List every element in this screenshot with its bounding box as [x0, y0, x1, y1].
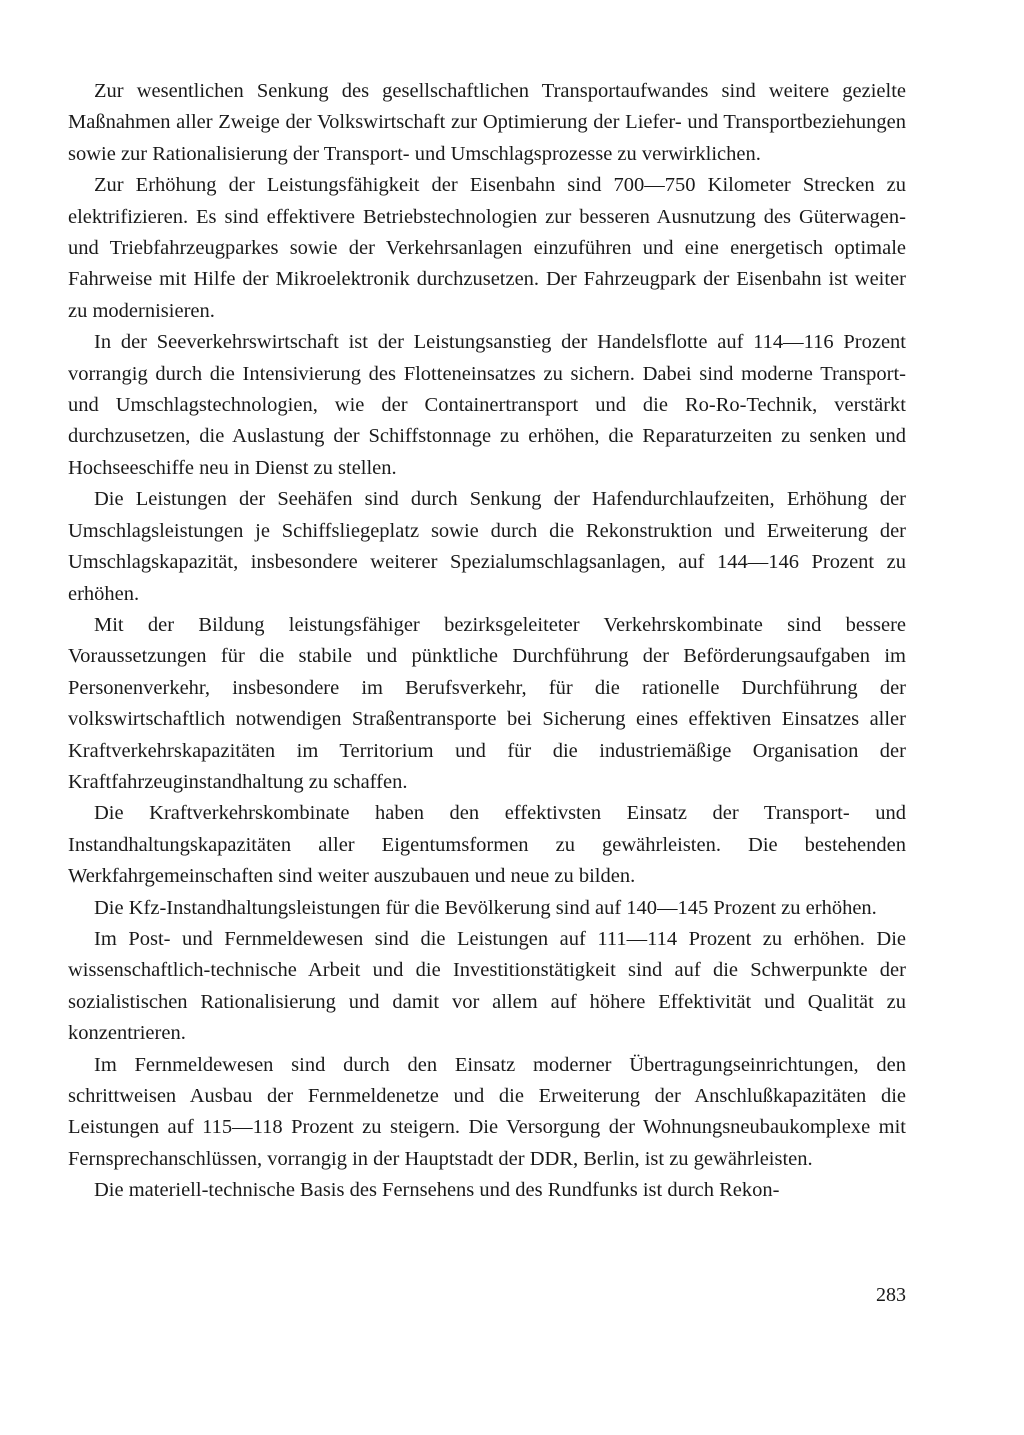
paragraph-seehaefen: Die Leistungen der Seehäfen sind durch Senkung der Hafendurchlaufzeiten, Erhöhung der Umschlagsleistungen je Schiffsliegeplatz sowie durch die Rekonstruktion und Erweiterung der Umschlagskapazität, insbesondere weiterer Spezialumschlagsanlagen, auf 144—146 Prozent zu erhöhen.	[68, 488, 906, 605]
paragraph-verkehrskombinate: Mit der Bildung leistungsfähiger bezirksgeleiteter Verkehrskombinate sind bessere Voraussetzungen für die stabile und pünktliche Durchführung der Beförderungsaufgaben im Personenverkehr, insbesondere im Berufsverkehr, für die rationelle Durchführung der volkswirtschaftlich notwendigen Straßentransporte bei Sicherung eines effektiven Einsatzes aller Kraftverkehrskapazitäten im Territorium und für die industriemäßige Organisation der Kraftfahrzeuginstandhaltung zu schaffen.	[68, 613, 906, 793]
paragraph-transport-optimization: Zur wesentlichen Senkung des gesellschaftlichen Transportaufwandes sind weitere gezielte Maßnahmen aller Zweige der Volkswirtschaft zur Optimierung der Liefer- und Transportbeziehungen sowie zur Rationalisierung der Transport- und Umschlagsprozesse zu verwirklichen.	[68, 80, 906, 165]
paragraph-kfz-instandhaltung: Die Kfz-Instandhaltungsleistungen für die Bevölkerung sind auf 140—145 Prozent zu erhöhen.	[94, 896, 877, 919]
paragraph-fernmeldewesen: Im Fernmeldewesen sind durch den Einsatz moderner Übertragungseinrichtungen, den schrittweisen Ausbau der Fernmeldenetze und die Erweiterung der Anschlußkapazitäten die Leistungen auf 115—118 Prozent zu steigern. Die Versorgung der Wohnungsneubaukomplexe mit Fernsprechanschlüssen, vorrangig in der Hauptstadt der DDR, Berlin, ist zu gewährleisten.	[68, 1053, 906, 1170]
page-number: 283	[876, 1284, 906, 1306]
paragraph-eisenbahn: Zur Erhöhung der Leistungsfähigkeit der Eisenbahn sind 700—750 Kilometer Strecken zu elektrifizieren. Es sind effektivere Betriebstechnologien zur besseren Ausnutzung des Güterwagen- und Triebfahrzeugparkes sowie der Verkehrsanlagen einzuführen und eine energetisch optimale Fahrweise mit Hilfe der Mikroelektronik durchzusetzen. Der Fahrzeugpark der Eisenbahn ist weiter zu modernisieren.	[68, 174, 906, 322]
paragraph-seeverkehr: In der Seeverkehrswirtschaft ist der Leistungsanstieg der Handelsflotte auf 114—116 Prozent vorrangig durch die Intensivierung des Flotteneinsatzes zu sichern. Dabei sind moderne Transport- und Umschlagstechnologien, wie der Containertransport und die Ro-Ro-Technik, verstärkt durchzusetzen, die Auslastung der Schiffstonnage zu erhöhen, die Reparaturzeiten zu senken und Hochseeschiffe neu in Dienst zu stellen.	[68, 331, 906, 479]
paragraph-fernsehen-rundfunk: Die materiell-technische Basis des Fernsehens und des Rundfunks ist durch Rekon-	[94, 1179, 780, 1202]
paragraph-post-fernmeldewesen: Im Post- und Fernmeldewesen sind die Leistungen auf 111—114 Prozent zu erhöhen. Die wissenschaftlich-technische Arbeit und die Investitionstätigkeit sind auf die Schwerpunkte der sozialistischen Rationalisierung und damit vor allem auf höhere Effektivität und Qualität zu konzentrieren.	[68, 927, 906, 1045]
body-text	[68, 76, 906, 1207]
paragraph-kraftverkehrskombinate: Die Kraftverkehrskombinate haben den effektivsten Einsatz der Transport- und Instandhaltungskapazitäten aller Eigentumsformen zu gewährleisten. Die bestehenden Werkfahrgemeinschaften sind weiter auszubauen und neue zu bilden.	[68, 802, 906, 888]
